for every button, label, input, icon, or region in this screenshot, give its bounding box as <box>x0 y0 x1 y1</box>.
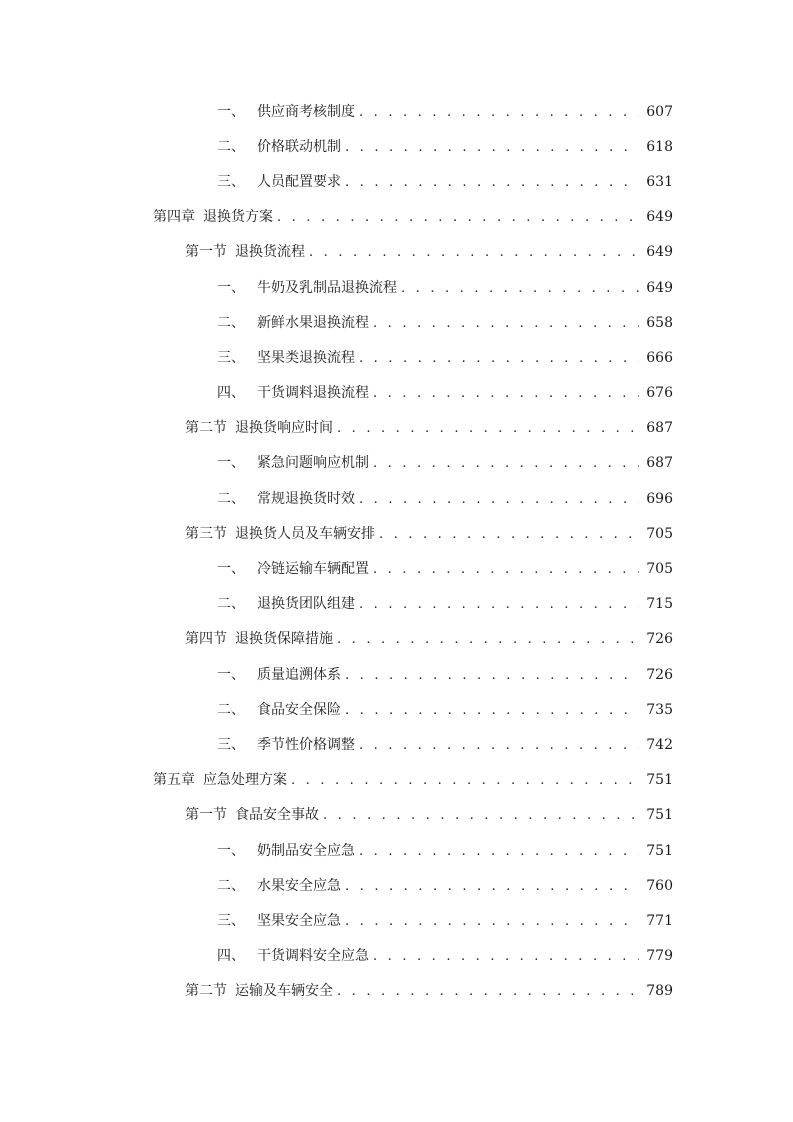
toc-entry[interactable] <box>0 868 793 903</box>
toc-section-page: 751 <box>646 807 673 824</box>
toc-entry-title: 退换货团队组建 <box>257 596 355 613</box>
dot-leader <box>373 315 639 333</box>
toc-entry-title: 干货调料安全应急 <box>257 948 369 965</box>
toc-section-number: 第三节 <box>185 525 227 542</box>
toc-chapter-title: 应急处理方案 <box>203 772 287 789</box>
toc-entry-title: 水果安全应急 <box>257 877 341 894</box>
toc-section-page: 726 <box>646 631 673 648</box>
toc-entry-number: 三、 <box>217 912 245 929</box>
dot-leader <box>373 385 639 403</box>
toc-chapter[interactable] <box>0 763 793 798</box>
toc-entry-number: 一、 <box>217 666 245 683</box>
toc-entry-number: 二、 <box>217 877 245 894</box>
toc-section-number: 第二节 <box>185 983 227 1000</box>
toc-section-number: 第四节 <box>185 631 227 648</box>
toc-entry-page: 618 <box>646 138 673 155</box>
toc-entry-title: 常规退换货时效 <box>257 490 355 507</box>
toc-entry-page: 715 <box>646 596 673 613</box>
toc-chapter-page: 751 <box>646 772 673 789</box>
toc-entry[interactable] <box>0 551 793 586</box>
toc-entry[interactable] <box>0 94 793 129</box>
toc-entry-title: 冷链运输车辆配置 <box>257 561 369 578</box>
toc-entry-number: 一、 <box>217 561 245 578</box>
dot-leader <box>359 491 639 509</box>
toc-entry[interactable] <box>0 305 793 340</box>
dot-leader <box>337 631 639 649</box>
toc-entry[interactable] <box>0 657 793 692</box>
toc-entry-title: 牛奶及乳制品退换流程 <box>257 279 397 296</box>
toc-entry-title: 价格联动机制 <box>257 138 341 155</box>
dot-leader <box>359 104 639 122</box>
dot-leader <box>291 772 639 790</box>
dot-leader <box>345 174 639 192</box>
toc-entry-number: 四、 <box>217 385 245 402</box>
toc-entry[interactable] <box>0 270 793 305</box>
toc-entry-page: 607 <box>646 103 673 120</box>
dot-leader <box>373 948 639 966</box>
toc-entry[interactable] <box>0 903 793 938</box>
toc-entry-page: 666 <box>646 349 673 366</box>
toc-entry-page: 705 <box>646 561 673 578</box>
toc-entry-page: 631 <box>646 173 673 190</box>
toc-entry[interactable] <box>0 340 793 375</box>
toc-entry-number: 二、 <box>217 138 245 155</box>
toc-section-page: 789 <box>646 983 673 1000</box>
toc-section-title: 退换货人员及车辆安排 <box>235 525 375 542</box>
toc-entry-title: 食品安全保险 <box>257 701 341 718</box>
toc-entry-title: 质量追溯体系 <box>257 666 341 683</box>
toc-entry-page: 726 <box>646 666 673 683</box>
toc-entry-title: 季节性价格调整 <box>257 736 355 753</box>
toc-section[interactable] <box>0 798 793 833</box>
toc-entry-number: 一、 <box>217 455 245 472</box>
toc-entry-number: 一、 <box>217 103 245 120</box>
toc-entry-title: 供应商考核制度 <box>257 103 355 120</box>
toc-entry[interactable] <box>0 833 793 868</box>
toc-entry-page: 771 <box>646 912 673 929</box>
toc-entry-title: 紧急问题响应机制 <box>257 455 369 472</box>
toc-entry-number: 四、 <box>217 948 245 965</box>
dot-leader <box>345 878 639 896</box>
toc-entry-number: 二、 <box>217 701 245 718</box>
dot-leader <box>373 455 639 473</box>
toc-entry-title: 人员配置要求 <box>257 173 341 190</box>
toc-chapter-title: 退换货方案 <box>203 209 273 226</box>
toc-entry[interactable] <box>0 164 793 199</box>
dot-leader <box>345 702 639 720</box>
toc-entry[interactable] <box>0 481 793 516</box>
toc-section-number: 第二节 <box>185 420 227 437</box>
toc-entry[interactable] <box>0 939 793 974</box>
dot-leader <box>345 913 639 931</box>
toc-entry-page: 742 <box>646 736 673 753</box>
table-of-contents <box>0 94 793 1009</box>
dot-leader <box>345 667 639 685</box>
toc-entry[interactable] <box>0 692 793 727</box>
toc-section-title: 退换货响应时间 <box>235 420 333 437</box>
toc-section-page: 649 <box>646 244 673 261</box>
dot-leader <box>323 807 639 825</box>
toc-entry-title: 坚果类退换流程 <box>257 349 355 366</box>
toc-entry-number: 三、 <box>217 736 245 753</box>
toc-entry[interactable] <box>0 727 793 762</box>
toc-chapter-number: 第四章 <box>153 209 195 226</box>
toc-entry-number: 一、 <box>217 842 245 859</box>
toc-entry[interactable] <box>0 446 793 481</box>
dot-leader <box>359 843 639 861</box>
toc-entry-title: 奶制品安全应急 <box>257 842 355 859</box>
toc-entry-number: 三、 <box>217 349 245 366</box>
toc-section-page: 687 <box>646 420 673 437</box>
toc-section-title: 退换货保障措施 <box>235 631 333 648</box>
dot-leader <box>379 526 639 544</box>
toc-entry-number: 二、 <box>217 490 245 507</box>
toc-section[interactable] <box>0 235 793 270</box>
toc-section[interactable] <box>0 516 793 551</box>
toc-section-title: 运输及车辆安全 <box>235 983 333 1000</box>
dot-leader <box>345 139 639 157</box>
toc-section[interactable] <box>0 622 793 657</box>
dot-leader <box>277 209 639 227</box>
toc-entry-number: 二、 <box>217 314 245 331</box>
dot-leader <box>373 561 639 579</box>
toc-entry-title: 新鲜水果退换流程 <box>257 314 369 331</box>
toc-entry-page: 658 <box>646 314 673 331</box>
dot-leader <box>359 350 639 368</box>
toc-entry-number: 三、 <box>217 173 245 190</box>
toc-entry[interactable] <box>0 587 793 622</box>
dot-leader <box>359 737 639 755</box>
toc-section-title: 退换货流程 <box>235 244 305 261</box>
toc-entry-page: 687 <box>646 455 673 472</box>
toc-entry-page: 751 <box>646 842 673 859</box>
dot-leader <box>359 596 639 614</box>
toc-section-number: 第一节 <box>185 807 227 824</box>
dot-leader <box>337 420 639 438</box>
toc-section-page: 705 <box>646 525 673 542</box>
toc-chapter-number: 第五章 <box>153 772 195 789</box>
toc-chapter[interactable] <box>0 200 793 235</box>
toc-section[interactable] <box>0 974 793 1009</box>
toc-section-title: 食品安全事故 <box>235 807 319 824</box>
toc-entry-page: 676 <box>646 385 673 402</box>
dot-leader <box>309 244 639 262</box>
toc-entry-page: 735 <box>646 701 673 718</box>
toc-chapter-page: 649 <box>646 209 673 226</box>
dot-leader <box>401 280 639 298</box>
toc-entry-page: 760 <box>646 877 673 894</box>
toc-entry-page: 779 <box>646 948 673 965</box>
toc-entry-page: 649 <box>646 279 673 296</box>
toc-entry-page: 696 <box>646 490 673 507</box>
toc-section-number: 第一节 <box>185 244 227 261</box>
toc-entry[interactable] <box>0 376 793 411</box>
toc-section[interactable] <box>0 411 793 446</box>
toc-entry-number: 一、 <box>217 279 245 296</box>
toc-entry-title: 干货调料退换流程 <box>257 385 369 402</box>
dot-leader <box>337 983 639 1001</box>
toc-entry-title: 坚果安全应急 <box>257 912 341 929</box>
toc-entry[interactable] <box>0 129 793 164</box>
toc-entry-number: 二、 <box>217 596 245 613</box>
